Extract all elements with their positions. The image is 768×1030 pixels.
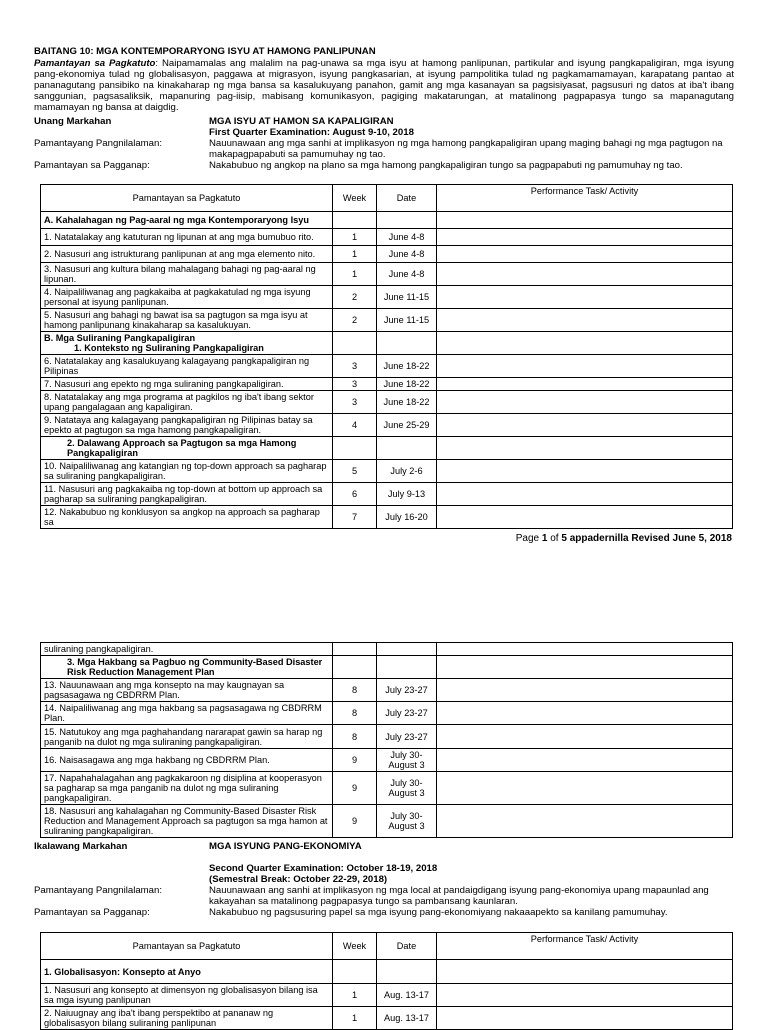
table-cell: 6. Natatalakay ang kasalukuyang kalagayang pangkapaligiran ng Pilipinas (41, 355, 333, 378)
intro-text: : Naipamamalas ang malalim na pag-unawa sa mga isyu at hamong panlipunan, partikular and isyung pangkapaligiran, mga isyung pang-ekonomiya tulad ng globalisasyon, paggawa at migrasyon, isyung pangkasarian, at isyung pampolitika tulad ng pagkamamamayan, karapatang pantao at pananagutang pansibiko na kinakaharap ng mga bansa sa kasalukuyang panahon, gamit ang mga kasanayan sa pagsisiyasat, pagsusuri ng datos at iba't ibang sanggunian, pagsasaliksik, mapanuring pag-iisip, mabisang komunikasyon, pagiging makatarungan, at matalinong pagpapasya tungo sa mapanagutang mamamayan ng bansa at daigdig. (34, 58, 734, 113)
table-cell: 1 (333, 984, 377, 1007)
table-cell: 3. Nasusuri ang kultura bilang mahalagang bahagi ng pag-aaral ng lipunan. (41, 263, 333, 286)
table-cell: 6 (333, 483, 377, 506)
table-cell: 9 (333, 805, 377, 838)
table-cell (377, 656, 437, 679)
table-cell (437, 984, 733, 1007)
table-cell: 14. Naipaliliwanag ang mga hakbang sa pagsasagawa ng CBDRRM Plan. (41, 702, 333, 725)
quarter-1-info (34, 116, 734, 171)
table-row (41, 414, 733, 437)
table-cell: July 30- August 3 (377, 805, 437, 838)
table-cell (333, 656, 377, 679)
table-cell: 5 (333, 460, 377, 483)
table-cell: 4 (333, 414, 377, 437)
table-cell: 2. Naiuugnay ang iba't ibang perspektibo at pananaw ng globalisasyon bilang suliraning panlipunan (41, 1007, 333, 1030)
header-date: Date (377, 185, 437, 212)
table-row (41, 391, 733, 414)
table-cell: 1 (333, 229, 377, 246)
exam-line: Second Quarter Examination: October 18-19, 2018 (209, 863, 438, 874)
table-cell (377, 960, 437, 984)
table-cell (437, 772, 733, 805)
table-cell (377, 212, 437, 229)
table-row (41, 984, 733, 1007)
table-cell (377, 643, 437, 656)
table-cell (437, 332, 733, 355)
table-cell (437, 460, 733, 483)
section-a: A. Kahalahagan ng Pag-aaral ng mga Kontemporaryong Isyu (41, 212, 333, 229)
page-footer: Page 1 of 5 appadernilla Revised June 5, 2018 (515, 533, 732, 544)
table-cell: 5. Nasusuri ang bahagi ng bawat isa sa pagtugon sa mga isyu at hamong panlipunang kinakaharap sa kasalukuyan. (41, 309, 333, 332)
table-cell (333, 332, 377, 355)
section-b2: 2. Dalawang Approach sa Pagtugon sa mga Hamong Pangkapaligiran (41, 437, 333, 460)
header-week: Week (333, 933, 377, 960)
table-cell: June 18-22 (377, 355, 437, 378)
table-cell (333, 437, 377, 460)
table-cell (437, 702, 733, 725)
table-cell (437, 309, 733, 332)
table-cell (437, 229, 733, 246)
table-cell: 16. Naisasagawa ang mga hakbang ng CBDRRM Plan. (41, 749, 333, 772)
table-row (41, 506, 733, 529)
competency-table-q1 (40, 184, 733, 529)
quarter-label: Unang Markahan (34, 116, 112, 127)
table-cell: 8 (333, 702, 377, 725)
table-row (41, 483, 733, 506)
page-2 (0, 630, 768, 1028)
table-row (41, 805, 733, 838)
table-cell: 2 (333, 286, 377, 309)
table-cell: June 4-8 (377, 246, 437, 263)
competency-table-q2 (40, 932, 733, 1030)
exam-line: First Quarter Examination: August 9-10, 2018 (209, 127, 414, 138)
table-cell (437, 437, 733, 460)
table-cell (437, 506, 733, 529)
table-row (41, 378, 733, 391)
table-cell: 8. Natatalakay ang mga programa at pagkilos ng iba't ibang sektor upang pangalagaan ang kapaligiran. (41, 391, 333, 414)
table-cell: July 23-27 (377, 702, 437, 725)
header-performance-task: Performance Task/ Activity (437, 933, 733, 960)
table-cell: July 23-27 (377, 725, 437, 749)
section-b3: 3. Mga Hakbang sa Pagbuo ng Community-Based Disaster Risk Reduction Management Plan (41, 656, 333, 679)
table-cell (333, 212, 377, 229)
pangnilalaman-text: Nauunawaan ang sanhi at implikasyon ng mga local at pandaigdigang isyung pang-ekonomiya upang mapaunlad ang kakayahan sa matalinong pagpapasya tungo sa pambansang kaunlaran. (209, 885, 709, 907)
section-b1: 1. Konteksto ng Suliraning Pangkapaligiran (74, 343, 264, 353)
table-cell: June 4-8 (377, 229, 437, 246)
pangnilalaman-label: Pamantayang Pangnilalaman: (34, 885, 163, 896)
header-pamantayan: Pamantayan sa Pagkatuto (41, 185, 333, 212)
header-date: Date (377, 933, 437, 960)
table-cell: suliraning pangkapaligiran. (41, 643, 333, 656)
table-row (41, 1007, 733, 1030)
table-row (41, 643, 733, 656)
table-row (41, 725, 733, 749)
competency-table-q1-continued (40, 642, 733, 838)
table-cell: 4. Naipaliliwanag ang pagkakaiba at pagkakatulad ng mga isyung personal at isyung panlipunan. (41, 286, 333, 309)
table-cell (437, 679, 733, 702)
pagganap-text: Nakabubuo ng pagsusuring papel sa mga isyung pang-ekonomiyang nakaaapekto sa kanilang pamumuhay. (209, 907, 668, 918)
table-cell: 17. Napahahalagahan ang pagkakaroon ng disiplina at kooperasyon sa pagharap sa mga panganib na dulot ng mga suliraning pangkapaligiran. (41, 772, 333, 805)
header-pamantayan: Pamantayan sa Pagkatuto (41, 933, 333, 960)
table-cell: 10. Naipaliliwanag ang katangian ng top-down approach sa pagharap sa suliraning pangkapaligiran. (41, 460, 333, 483)
table-cell (437, 483, 733, 506)
pangnilalaman-label: Pamantayang Pangnilalaman: (34, 138, 163, 149)
pangnilalaman-text: Nauunawaan ang mga sanhi at implikasyon ng mga hamong pangkapaligiran upang maging bahagi ng mga pagtugon na makapagpapabuti sa pamumuhay ng tao. (209, 138, 723, 160)
table-cell (437, 286, 733, 309)
table-cell: 8 (333, 679, 377, 702)
table-row (41, 263, 733, 286)
table-cell (437, 391, 733, 414)
table-row (41, 309, 733, 332)
table-cell: July 9-13 (377, 483, 437, 506)
table-cell (377, 332, 437, 355)
pagganap-text: Nakabubuo ng angkop na plano sa mga hamong pangkapaligiran tungo sa pagpapabuti ng pamumuhay ng tao. (209, 160, 683, 171)
quarter-2-info (34, 841, 734, 918)
table-cell: 7 (333, 506, 377, 529)
table-cell: July 30- August 3 (377, 749, 437, 772)
pagganap-label: Pamantayan sa Pagganap: (34, 160, 150, 171)
table-cell: 1. Natatalakay ang katuturan ng lipunan at ang mga bumubuo rito. (41, 229, 333, 246)
table-cell: June 18-22 (377, 391, 437, 414)
table-cell (437, 643, 733, 656)
table-row (41, 246, 733, 263)
table-cell: 1 (333, 246, 377, 263)
table-row (41, 286, 733, 309)
table-cell: 1. Nasusuri ang konsepto at dimensyon ng globalisasyon bilang isa sa mga isyung panlipunan (41, 984, 333, 1007)
table-cell: 1 (333, 263, 377, 286)
intro-paragraph (34, 58, 734, 113)
table-row (41, 229, 733, 246)
header-performance-task: Performance Task/ Activity (437, 185, 733, 212)
document-heading: BAITANG 10: MGA KONTEMPORARYONG ISYU AT HAMONG PANLIPUNAN (34, 46, 376, 57)
table-cell: June 4-8 (377, 263, 437, 286)
table-cell: 3 (333, 355, 377, 378)
table-cell: 2. Nasusuri ang istrukturang panlipunan at ang mga elemento nito. (41, 246, 333, 263)
table-cell: July 16-20 (377, 506, 437, 529)
table-cell: June 25-29 (377, 414, 437, 437)
table-cell: 1 (333, 1007, 377, 1030)
table-row (41, 772, 733, 805)
break-line: (Semestral Break: October 22-29, 2018) (209, 874, 388, 885)
pagganap-label: Pamantayan sa Pagganap: (34, 907, 150, 918)
table-cell: 9 (333, 749, 377, 772)
header-week: Week (333, 185, 377, 212)
table-cell (437, 960, 733, 984)
table-cell (437, 246, 733, 263)
table-cell (333, 960, 377, 984)
table-cell: Aug. 13-17 (377, 1007, 437, 1030)
table-row (41, 460, 733, 483)
table-cell: June 11-15 (377, 286, 437, 309)
table-cell: 12. Nakabubuo ng konklusyon sa angkop na approach sa pagharap sa (41, 506, 333, 529)
table-row (41, 679, 733, 702)
table-cell (377, 437, 437, 460)
table-cell (437, 355, 733, 378)
table-cell: 3 (333, 391, 377, 414)
table-cell (333, 643, 377, 656)
quarter-title: MGA ISYU AT HAMON SA KAPALIGIRAN (209, 116, 394, 127)
table-cell: 8 (333, 725, 377, 749)
table-cell (437, 212, 733, 229)
table-row (41, 355, 733, 378)
table-cell: 13. Nauunawaan ang mga konsepto na may kaugnayan sa pagsasagawa ng CBDRRM Plan. (41, 679, 333, 702)
table-cell (437, 263, 733, 286)
table-cell (437, 1007, 733, 1030)
table-cell: June 18-22 (377, 378, 437, 391)
table-cell (437, 414, 733, 437)
quarter-title: MGA ISYUNG PANG-EKONOMIYA (209, 841, 362, 852)
table-cell: 9. Natataya ang kalagayang pangkapaligiran ng Pilipinas batay sa epekto at pagtugon sa mga hamong pangkapaligiran. (41, 414, 333, 437)
intro-label: Pamantayan sa Pagkatuto (34, 58, 156, 69)
table-cell: July 30- August 3 (377, 772, 437, 805)
table-cell (437, 656, 733, 679)
quarter-label: Ikalawang Markahan (34, 841, 128, 852)
section-b: B. Mga Suliraning Pangkapaligiran 1. Konteksto ng Suliraning Pangkapaligiran (41, 332, 333, 355)
table-cell: 11. Nasusuri ang pagkakaiba ng top-down at bottom up approach sa pagharap sa suliraning pangkapaligiran. (41, 483, 333, 506)
table-cell (437, 749, 733, 772)
section-1: 1. Globalisasyon: Konsepto at Anyo (41, 960, 333, 984)
table-row (41, 702, 733, 725)
table-cell: 7. Nasusuri ang epekto ng mga suliraning pangkapaligiran. (41, 378, 333, 391)
table-cell: 18. Nasusuri ang kahalagahan ng Community-Based Disaster Risk Reduction and Management Approach sa pagtugon sa mga hamon at suliraning pangkapaligiran. (41, 805, 333, 838)
table-row (41, 749, 733, 772)
table-cell: 15. Natutukoy ang mga paghahandang nararapat gawin sa harap ng panganib na dulot ng mga suliraning pangkapaligiran. (41, 725, 333, 749)
table-cell (437, 805, 733, 838)
table-cell: July 23-27 (377, 679, 437, 702)
table-cell: 2 (333, 309, 377, 332)
table-cell: 9 (333, 772, 377, 805)
table-cell (437, 725, 733, 749)
table-cell: Aug. 13-17 (377, 984, 437, 1007)
table-cell: 3 (333, 378, 377, 391)
table-cell: July 2-6 (377, 460, 437, 483)
table-cell: June 11-15 (377, 309, 437, 332)
table-cell (437, 378, 733, 391)
